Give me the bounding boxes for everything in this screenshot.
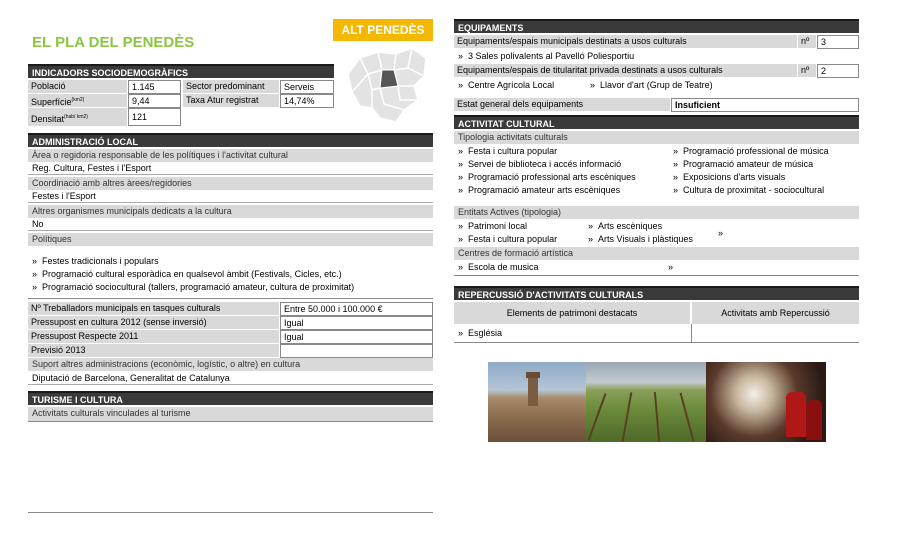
tipologia-item: » Programació professional de música: [673, 146, 829, 156]
privada-item: » Llavor d'art (Grup de Teatre): [590, 80, 713, 90]
municipals-item: » 3 Sales polivalents al Pavelló Poliesportiu: [458, 51, 635, 61]
tipologia-item: » Programació amateur de música: [673, 159, 814, 169]
atur-label: Taxa Atur registrat: [183, 94, 279, 107]
superficie-value: 9,44: [128, 94, 181, 108]
divider: [691, 324, 692, 342]
repercussio-col1-header: Elements de patrimoni destacats: [454, 302, 690, 324]
estat-value: Insuficient: [671, 98, 859, 112]
divider: [454, 275, 859, 276]
press2012-label: Pressupost en cultura 2012 (sense inversió): [28, 316, 279, 329]
divider: [454, 342, 859, 343]
tipologia-item: » Cultura de proximitat - sociocultural: [673, 185, 825, 195]
entitat-item: » Arts Visuals i plàstiques: [588, 234, 693, 244]
privada-n-label: nº: [798, 64, 816, 77]
turisme-activitats-label: Activitats culturals vinculades al turisme: [28, 407, 433, 421]
altres-value: No: [28, 218, 433, 231]
centres-label: Centres de formació artística: [454, 247, 859, 260]
admin-header: ADMINISTRACIÓ LOCAL: [28, 133, 433, 147]
festival-photo: [706, 362, 826, 442]
divider: [28, 298, 433, 299]
divider: [28, 421, 433, 422]
tipologia-item: » Exposicions d'arts visuals: [673, 172, 786, 182]
municipals-n: 3: [817, 35, 859, 49]
privada-label: Equipaments/espais de titularitat privada destinats a usos culturals: [454, 64, 797, 77]
politiques-label: Polítiques: [28, 233, 433, 246]
previsio-value: [280, 344, 433, 358]
politica-item: » Festes tradicionals i populars: [32, 256, 159, 266]
centre-bullet-empty: »: [668, 262, 674, 272]
region-badge: ALT PENEDÈS: [333, 19, 433, 41]
superficie-label: Superfície$^{(km2)}$: [28, 94, 127, 107]
equipaments-header: EQUIPAMENTS: [454, 19, 859, 33]
region-map-image: [338, 44, 432, 126]
sector-label: Sector predominant: [183, 80, 279, 93]
repercussio-item: » Església: [458, 328, 503, 338]
sector-value: Serveis: [280, 80, 334, 94]
treballadors-label: Nº Treballadors municipals en tasques culturals: [28, 302, 279, 315]
densitat-value: 121: [128, 108, 181, 126]
privada-item: » Centre Agrícola Local: [458, 80, 555, 90]
pressrespecte-label: Pressupost Respecte 2011: [28, 330, 279, 343]
repercussio-header: REPERCUSSIÓ D'ACTIVITATS CULTURALS: [454, 286, 859, 300]
tipologia-item: » Programació professional arts escèniques: [458, 172, 636, 182]
estat-label: Estat general dels equipaments: [454, 98, 670, 111]
area-value: Reg. Cultura, Festes i l'Esport: [28, 162, 433, 175]
tipologia-label: Tipologia activitats culturals: [454, 131, 859, 144]
area-label: Àrea o regidoria responsable de les polítiques i l'activitat cultural: [28, 149, 433, 162]
municipals-n-label: nº: [798, 35, 816, 48]
repercussio-col2-header: Activitats amb Repercussió: [692, 302, 859, 324]
page-title: EL PLA DEL PENEDÈS: [32, 34, 195, 51]
municipals-label: Equipaments/espais municipals destinats a usos culturals: [454, 35, 797, 48]
footer-divider: [28, 512, 433, 513]
politica-item: » Programació sociocultural (tallers, programació amateur, cultura de proximitat): [32, 282, 355, 292]
suport-label: Suport altres administracions (econòmic, logístic, o altre) en cultura: [28, 358, 433, 371]
coord-value: Festes i l'Esport: [28, 190, 433, 203]
atur-value: 14,74%: [280, 94, 334, 108]
entitat-bullet-empty: »: [718, 228, 724, 238]
entitat-item: » Patrimoni local: [458, 221, 528, 231]
vineyard-photo: [586, 362, 706, 442]
politica-item: » Programació cultural esporàdica en qualsevol àmbit (Festivals, Cicles, etc.): [32, 269, 342, 279]
indicadors-header: INDICADORS SOCIODEMOGRÀFICS: [28, 64, 334, 78]
tipologia-item: » Servei de biblioteca i accés informació: [458, 159, 622, 169]
altres-label: Altres organismes municipals dedicats a la cultura: [28, 205, 433, 218]
poblacio-label: Població: [28, 80, 127, 93]
suport-value: Diputació de Barcelona, Generalitat de Catalunya: [28, 372, 433, 385]
activitat-header: ACTIVITAT CULTURAL: [454, 115, 859, 129]
treballadors-value: Entre 50.000 i 100.000 €: [280, 302, 433, 316]
press2012-value: Igual: [280, 316, 433, 330]
entitat-item: » Arts escèniques: [588, 221, 663, 231]
entitat-item: » Festa i cultura popular: [458, 234, 558, 244]
previsio-label: Previsió 2013: [28, 344, 279, 357]
tipologia-item: » Festa i cultura popular: [458, 146, 558, 156]
densitat-label: Densitat$^{(hab/ km2)}$: [28, 108, 127, 126]
town-photo: [488, 362, 586, 442]
tipologia-item: » Programació amateur arts escèniques: [458, 185, 621, 195]
pressrespecte-value: Igual: [280, 330, 433, 344]
poblacio-value: 1.145: [128, 80, 181, 94]
centre-item: » Escola de musica: [458, 262, 539, 272]
privada-n: 2: [817, 64, 859, 78]
coord-label: Coordinació amb altres àrees/regidories: [28, 177, 433, 190]
turisme-header: TURISME I CULTURA: [28, 391, 433, 405]
entitats-label: Entitats Actives (tipologia): [454, 206, 859, 219]
